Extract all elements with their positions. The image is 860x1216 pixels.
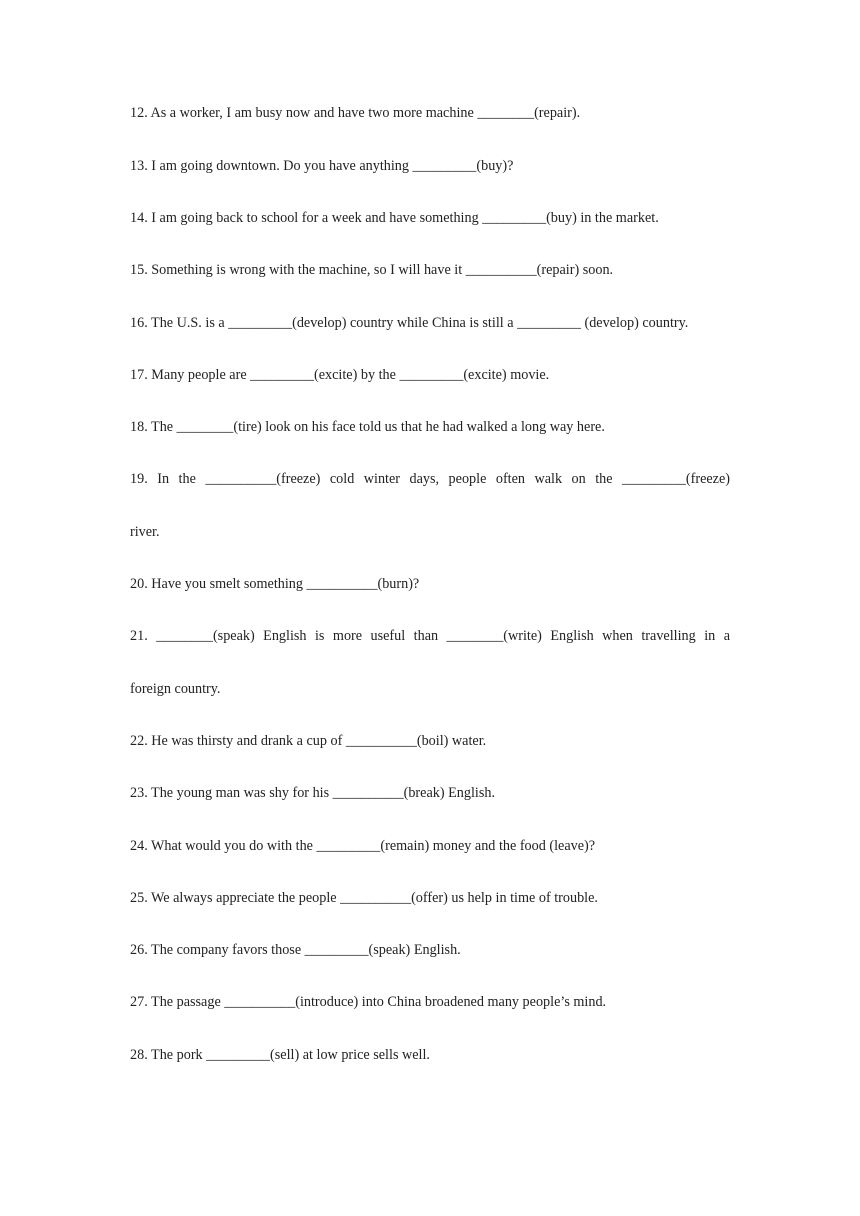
question-22: 22. He was thirsty and drank a cup of __________(boil) water. <box>130 733 487 749</box>
question-12: 12. As a worker, I am busy now and have two more machine ________(repair). <box>130 105 581 121</box>
question-16: 16. The U.S. is a _________(develop) country while China is still a _________ (develop) country. <box>130 315 689 331</box>
question-19-continuation: river. <box>130 524 160 540</box>
question-13: 13. I am going downtown. Do you have anything _________(buy)? <box>130 158 514 174</box>
question-25: 25. We always appreciate the people __________(offer) us help in time of trouble. <box>130 890 598 906</box>
question-15: 15. Something is wrong with the machine, so I will have it __________(repair) soon. <box>130 262 614 278</box>
question-28: 28. The pork _________(sell) at low price sells well. <box>130 1047 430 1063</box>
question-19: 19. In the __________(freeze) cold winter days, people often walk on the _________(freeze) <box>130 471 730 487</box>
question-27: 27. The passage __________(introduce) into China broadened many people’s mind. <box>130 994 607 1010</box>
question-26: 26. The company favors those _________(speak) English. <box>130 942 461 958</box>
question-23: 23. The young man was shy for his __________(break) English. <box>130 785 496 801</box>
question-18: 18. The ________(tire) look on his face told us that he had walked a long way here. <box>130 419 605 435</box>
question-14: 14. I am going back to school for a week and have something _________(buy) in the market. <box>130 210 659 226</box>
question-24: 24. What would you do with the _________(remain) money and the food (leave)? <box>130 838 596 854</box>
question-20: 20. Have you smelt something __________(burn)? <box>130 576 420 592</box>
question-17: 17. Many people are _________(excite) by the _________(excite) movie. <box>130 367 550 383</box>
question-21: 21. ________(speak) English is more useful than ________(write) English when travelling in a <box>130 628 730 644</box>
question-21-continuation: foreign country. <box>130 681 221 697</box>
